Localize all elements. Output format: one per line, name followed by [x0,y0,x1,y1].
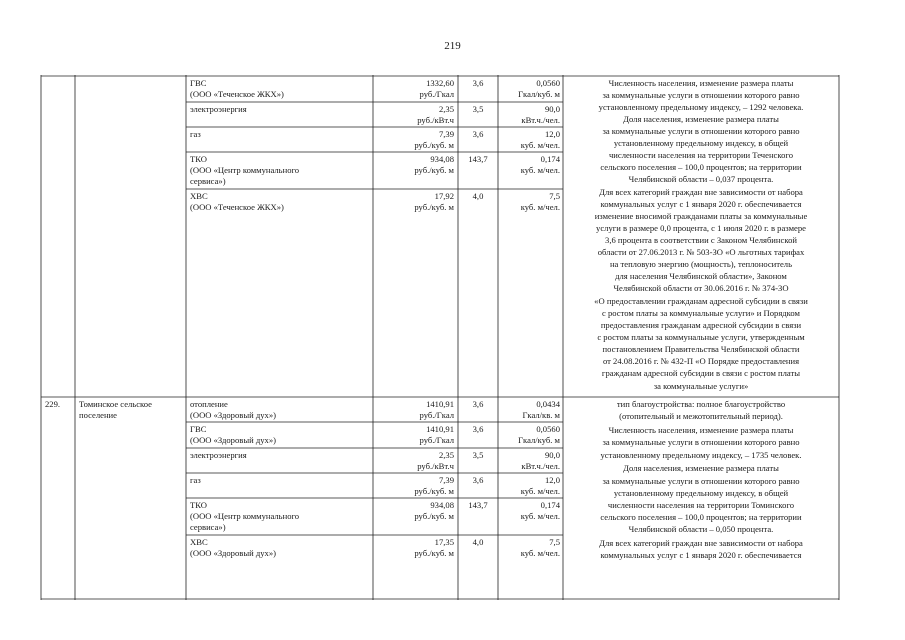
norm-value: 0,174 [540,500,560,510]
tariff-value: 7,39 [438,129,454,139]
tariff-value: 2,35 [438,450,454,460]
tariff-unit: руб./куб. м [414,202,454,212]
note-line: за коммунальные услуги в отношении которого равно [602,437,800,447]
note-line: изменение вносимой гражданами платы за коммунальные [594,211,808,221]
service-provider: (ООО «Теченское ЖКХ») [190,89,284,99]
note-line: численности населения на территории Томинского [607,500,795,510]
note-line: тип благоустройства: полное благоустройство [616,399,786,409]
tariff-table [40,75,840,600]
norm-value: 7,5 [549,191,560,201]
index-value: 3,6 [472,129,484,139]
tariff-value: 2,35 [438,104,454,114]
index-value: 3,5 [472,104,484,114]
norm-value: 12,0 [544,475,560,485]
norm-unit: куб. м/чел. [520,140,560,150]
note-line: за коммунальные услуги в отношении которого равно [602,126,800,136]
tariff-unit: руб./куб. м [414,548,454,558]
norm-unit: куб. м/чел. [520,202,560,212]
service-name: ГВС [190,78,207,88]
norm-unit: кВт.ч./чел. [521,461,560,471]
tariff-value: 17,35 [434,537,454,547]
tariff-unit: руб./Гкал [419,410,454,420]
service-name: электроэнергия [190,450,247,460]
note-line: сельского поселения – 100,0 процентов; на территории [600,162,802,172]
tariff-unit: руб./Гкал [419,435,454,445]
service-provider: (ООО «Здоровый дух») [190,410,276,420]
norm-value: 90,0 [544,450,560,460]
note-line: за коммунальные услуги» [653,381,749,391]
note-line: Челябинской области от 30.06.2016 г. № 374-ЗО [613,283,789,293]
norm-unit: Гкал/кв. м [522,410,560,420]
note-line: (отопительный и межотопительный период). [619,411,783,421]
service-name: ТКО [190,154,207,164]
tariff-value: 1332,60 [426,78,454,88]
service-provider: (ООО «Здоровый дух») [190,435,276,445]
service-name: отопление [190,399,228,409]
row-number: 229. [45,399,61,409]
service-name: газ [190,475,201,485]
tariff-unit: руб./кВт.ч [417,115,454,125]
tariff-value: 7,39 [438,475,454,485]
note-line: Для всех категорий граждан вне зависимости от набора [599,538,803,548]
tariff-unit: руб./куб. м [414,511,454,521]
note-line: коммунальных услуг с 1 января 2020 г. обеспечивается [600,550,802,560]
norm-value: 0,174 [540,154,560,164]
index-value: 143,7 [468,500,488,510]
tariff-value: 1410,91 [426,399,454,409]
norm-value: 0,0560 [536,424,560,434]
norm-unit: куб. м/чел. [520,548,560,558]
note-line: сельского поселения – 100,0 процентов; на территории [600,512,802,522]
tariff-value: 17,92 [434,191,454,201]
service-provider-cont: сервиса») [190,522,226,532]
index-value: 3,5 [472,450,484,460]
note-line: 3,6 процента в соответствии с Законом Челябинской [605,235,797,245]
municipality-name-cont: поселение [79,410,117,420]
service-name: электроэнергия [190,104,247,114]
index-value: 143,7 [468,154,488,164]
tariff-unit: руб./куб. м [414,140,454,150]
tariff-unit: руб./кВт.ч [417,461,454,471]
note-line: предоставления гражданам адресной субсидии в связи [600,320,802,330]
note-line: установленному предельному индексу, – 1292 человека. [598,102,804,112]
note-line: за коммунальные услуги в отношении которого равно [602,90,800,100]
index-value: 3,6 [472,399,484,409]
service-name: ТКО [190,500,207,510]
norm-unit: кВт.ч./чел. [521,115,560,125]
service-name: ХВС [190,191,208,201]
note-line: услуги в размере 0,0 процента, с 1 июля 2020 г. в размере [596,223,806,233]
page-number: 219 [444,40,461,52]
note-line: «О предоставлении гражданам адресной субсидии в связи [594,296,808,306]
norm-value: 90,0 [544,104,560,114]
note-line: Челябинской области – 0,050 процента. [628,524,774,534]
norm-unit: куб. м/чел. [520,486,560,496]
service-provider-cont: сервиса») [190,176,226,186]
norm-value: 7,5 [549,537,560,547]
note-line: установленному предельному индексу, – 1735 человек. [600,450,802,460]
note-line: Численность населения, изменение размера платы [608,78,794,88]
norm-value: 12,0 [544,129,560,139]
note-line: гражданам адресной субсидии в связи с ростом платы [601,368,801,378]
tariff-unit: руб./Гкал [419,89,454,99]
service-provider: (ООО «Центр коммунального [190,165,300,175]
tariff-value: 934,08 [430,500,454,510]
norm-unit: куб. м/чел. [520,511,560,521]
tariff-value: 1410,91 [426,424,454,434]
index-value: 3,6 [472,424,484,434]
norm-value: 0,0560 [536,78,560,88]
index-value: 4,0 [472,537,484,547]
service-name: ГВС [190,424,207,434]
note-line: на тепловую энергию (мощность), теплоноситель [609,259,793,269]
note-line: установленному предельному индексу, в общей [613,488,789,498]
norm-unit: Гкал/куб. м [518,89,560,99]
note-line: Для всех категорий граждан вне зависимости от набора [599,187,803,197]
index-value: 3,6 [472,78,484,88]
note-line: за коммунальные услуги в отношении которого равно [602,476,800,486]
note-line: от 24.08.2016 г. № 432-П «О Порядке предоставления [602,356,800,366]
note-line: постановлением Правительства Челябинской области [602,344,800,354]
note-line: области от 27.06.2013 г. № 503-ЗО «О льготных тарифах [597,247,805,257]
note-line: Доля населения, изменение размера платы [623,114,779,124]
service-name: газ [190,129,201,139]
service-provider: (ООО «Центр коммунального [190,511,300,521]
note-line: Численность населения, изменение размера платы [608,425,794,435]
tariff-unit: руб./куб. м [414,486,454,496]
municipality-name: Томинское сельское [79,399,152,409]
index-value: 3,6 [472,475,484,485]
note-line: с ростом платы за коммунальные услуги» и Порядком [602,308,800,318]
norm-unit: Гкал/куб. м [518,435,560,445]
service-provider: (ООО «Теченское ЖКХ») [190,202,284,212]
service-name: ХВС [190,537,208,547]
service-provider: (ООО «Здоровый дух») [190,548,276,558]
note-line: для населения Челябинской области», Законом [615,271,787,281]
norm-value: 0,0434 [536,399,560,409]
note-line: Челябинской области – 0,037 процента. [628,174,774,184]
note-line: с ростом платы за коммунальные услуги, утвержденным [597,332,805,342]
note-line: численности населения на территории Теченского [608,150,794,160]
tariff-value: 934,08 [430,154,454,164]
tariff-unit: руб./куб. м [414,165,454,175]
note-line: коммунальных услуг с 1 января 2020 г. обеспечивается [600,199,802,209]
note-line: установленному предельному индексу, в общей [613,138,789,148]
index-value: 4,0 [472,191,484,201]
norm-unit: куб. м/чел. [520,165,560,175]
note-line: Доля населения, изменение размера платы [623,463,779,473]
